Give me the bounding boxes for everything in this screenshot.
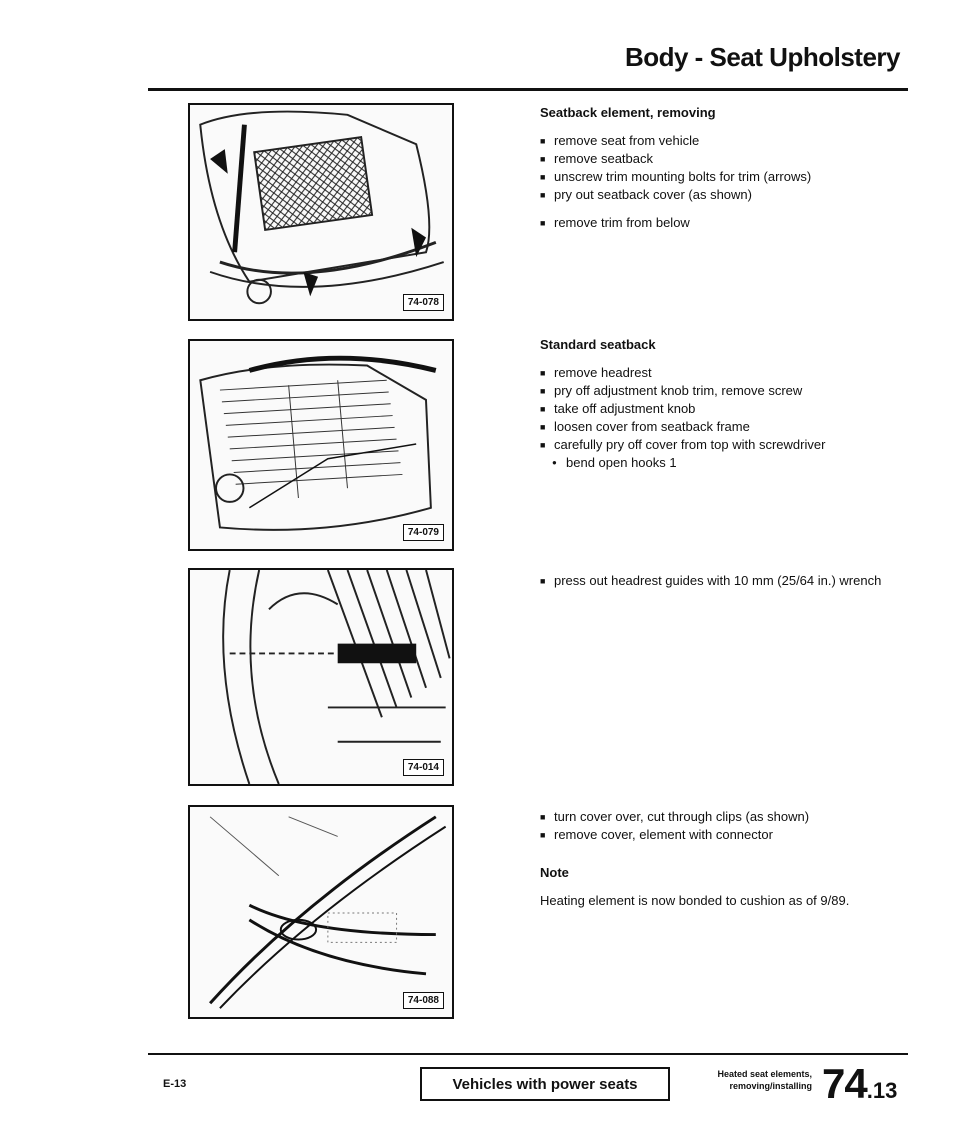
section-standard-seatback — [540, 336, 900, 472]
page-code: E-13 — [163, 1078, 187, 1090]
sub-step-item: ● bend open hooks 1 — [540, 454, 900, 472]
page-title: Body - Seat Upholstery — [624, 42, 900, 72]
step-item: ■ take off adjustment knob — [540, 400, 900, 418]
step-list — [540, 808, 900, 844]
seatback-trim-illustration — [190, 105, 452, 319]
topic-reference-line: Heated seat elements, — [717, 1069, 812, 1079]
step-item: ■ remove seat from vehicle — [540, 132, 900, 150]
page-number-major: 74 — [822, 1060, 867, 1107]
step-item: ■ carefully pry off cover from top with screwdriver — [540, 436, 900, 454]
step-item: ■ remove cover, element with connector — [540, 826, 900, 844]
figure-code: 74-079 — [403, 524, 444, 541]
step-item: ■ pry out seatback cover (as shown) — [540, 186, 900, 204]
step-item: ■ turn cover over, cut through clips (as shown) — [540, 808, 900, 826]
step-item: ■ press out headrest guides with 10 mm (25/64 in.) wrench — [540, 572, 900, 590]
note-text: Heating element is now bonded to cushion as of 9/89. — [540, 893, 850, 908]
step-list — [540, 572, 900, 590]
section-heading: Standard seatback — [540, 337, 656, 352]
header-rule — [148, 88, 908, 91]
standard-seatback-illustration — [190, 341, 452, 549]
step-item: ■ remove seatback — [540, 150, 900, 168]
figure-standard-seatback — [188, 339, 454, 551]
section-seatback-element — [540, 104, 900, 232]
topic-reference — [686, 1068, 812, 1092]
step-item: ■ unscrew trim mounting bolts for trim (arrows) — [540, 168, 900, 186]
step-item: ■ loosen cover from seatback frame — [540, 418, 900, 436]
step-item: ■ pry off adjustment knob trim, remove screw — [540, 382, 900, 400]
figure-code: 74-014 — [403, 759, 444, 776]
figure-code: 74-088 — [403, 992, 444, 1009]
page-number-minor: .13 — [866, 1078, 898, 1103]
figure-headrest-guides — [188, 568, 454, 786]
note-title: Note — [540, 865, 569, 880]
figure-cut-clips — [188, 805, 454, 1019]
step-list — [540, 364, 900, 472]
section-headrest-guides — [540, 572, 900, 590]
figure-code: 74-078 — [403, 294, 444, 311]
step-list — [540, 132, 900, 232]
step-item: ■ remove trim from below — [540, 214, 900, 232]
section-cut-clips — [540, 808, 900, 910]
footer-rule — [148, 1053, 908, 1055]
topic-reference-line: removing/installing — [729, 1081, 812, 1091]
figure-seatback-trim — [188, 103, 454, 321]
page-number — [822, 1060, 897, 1108]
section-heading: Seatback element, removing — [540, 105, 716, 120]
cut-clips-illustration — [190, 807, 452, 1017]
headrest-guides-illustration — [190, 570, 452, 784]
step-item: ■ remove headrest — [540, 364, 900, 382]
section-label-box: Vehicles with power seats — [420, 1067, 670, 1101]
